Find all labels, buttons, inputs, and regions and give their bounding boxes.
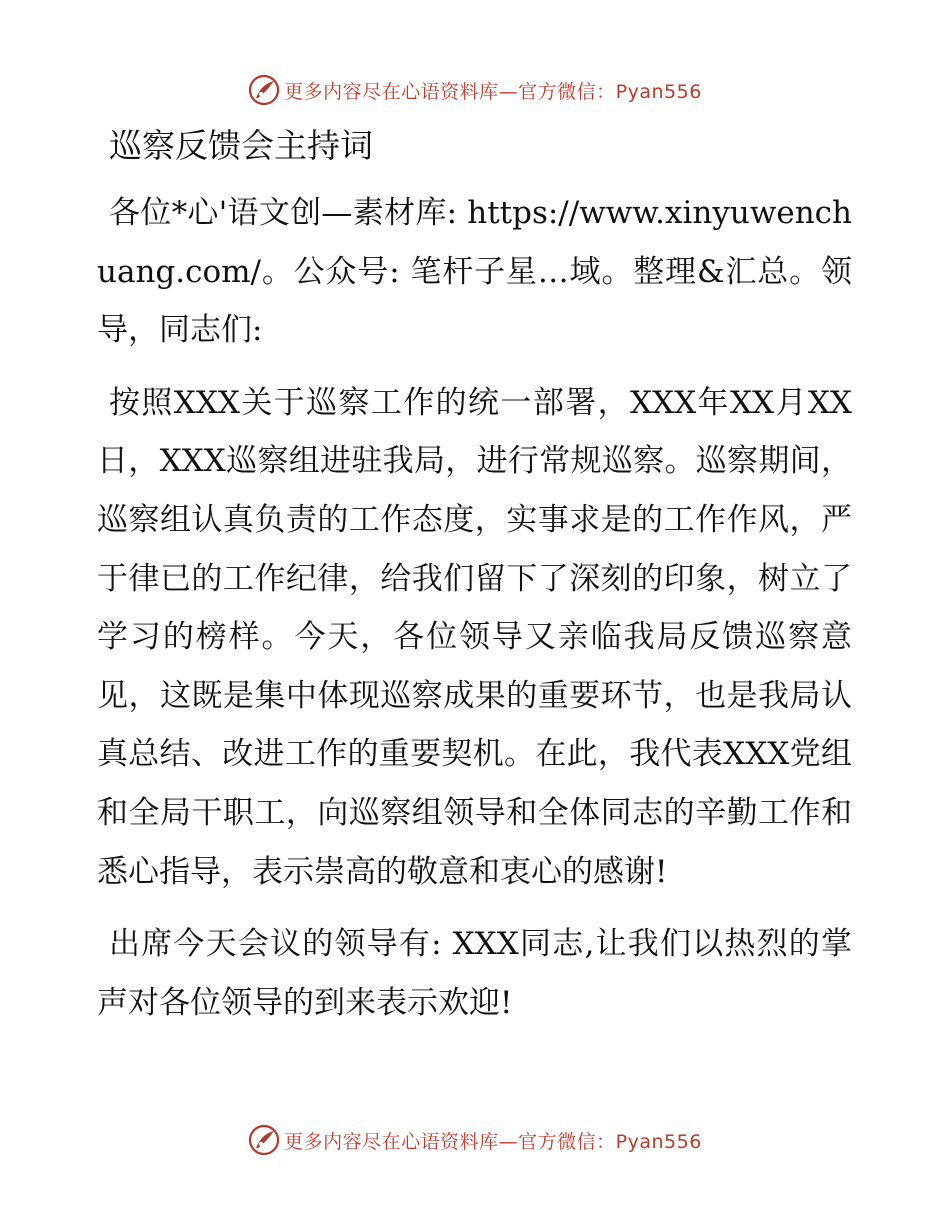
document-body — [97, 118, 852, 1046]
red-quill-logo-icon — [248, 1124, 280, 1156]
red-quill-logo-icon — [248, 74, 280, 106]
header-banner — [0, 70, 950, 110]
paragraph-main: 按照XXX关于巡察工作的统一部署，XXX年XX月XX日，XXX巡察组进驻我局，进行常规巡察。巡察期间，巡察组认真负责的工作态度，实事求是的工作作风，严于律已的工作纪律，给我们留下了深刻的印象，树立了学习的榜样。今天，各位领导又亲临我局反馈巡察意见，这既是集中体现巡察成果的重要环节，也是我局认真总结、改进工作的重要契机。在此，我代表XXX党组和全局干职工，向巡察组领导和全体同志的辛勤工作和悉心指导，表示崇高的敬意和衷心的感谢! — [97, 384, 852, 890]
banner-text: 更多内容尽在心语资料库—官方微信：Pyan556 — [284, 1130, 702, 1153]
paragraph-closing: 出席今天会议的领导有: XXX同志,让我们以热烈的掌声对各位领导的到来表示欢迎! — [97, 926, 852, 1021]
banner-text: 更多内容尽在心语资料库—官方微信：Pyan556 — [284, 80, 702, 103]
paragraph-greeting: 各位*心'语文创—素材库: https://www.xinyuwenchuang.com/。公众号: 笔杆子星…域。整理&汇总。领导，同志们: — [97, 195, 852, 349]
document-title: 巡察反馈会主持词 — [109, 126, 373, 165]
footer-banner — [0, 1120, 950, 1160]
